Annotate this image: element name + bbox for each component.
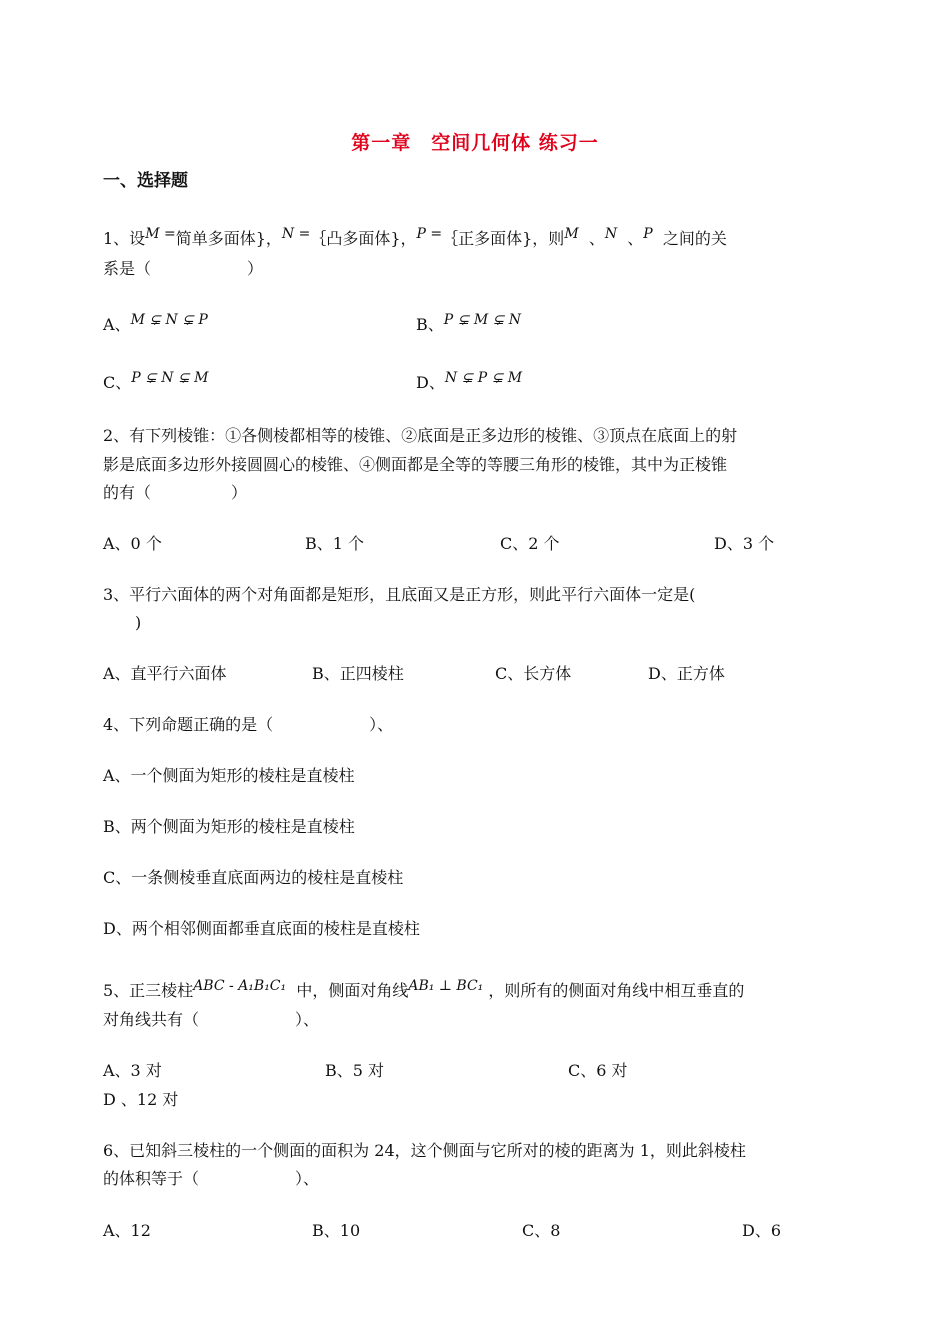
- q3-option-c[interactable]: C、长方体: [495, 664, 572, 683]
- q1-math-n: N: [604, 226, 618, 242]
- q1-math-n: N =: [281, 226, 311, 242]
- q3-option-d[interactable]: D、正方体: [648, 664, 725, 683]
- q6-option-a[interactable]: A、12: [103, 1221, 151, 1240]
- q4-option-b[interactable]: B、两个侧面为矩形的棱柱是直棱柱: [103, 817, 355, 836]
- q6-option-d[interactable]: D、6: [742, 1221, 782, 1240]
- q4-line-1: 4、下列命题正确的是（ ）、: [103, 715, 394, 734]
- q5-text: 中，侧面对角线: [296, 981, 409, 1000]
- q5-text: 5、正三棱柱: [103, 981, 194, 1000]
- q6-line-2: 的体积等于（ ）、: [103, 1169, 320, 1188]
- q1-math-p: P: [643, 226, 653, 242]
- q5-text: ，则所有的侧面对角线中相互垂直的: [488, 981, 745, 1000]
- q5-option-b[interactable]: B、5 对: [325, 1061, 385, 1080]
- q1-text: 之间的关: [662, 229, 727, 248]
- q2-line-3: 的有（ ）: [103, 483, 248, 502]
- option-math: N ⊊ P ⊊ M: [444, 370, 523, 386]
- q5-math-perpendicular: AB₁ ⊥ BC₁: [408, 978, 484, 994]
- q1-separator: 、: [588, 229, 605, 248]
- q1-math-m: M =: [145, 226, 176, 242]
- q6-line-1: 6、已知斜三棱柱的一个侧面的面积为 24，这个侧面与它所对的棱的距离为 1，则此斜棱柱: [103, 1141, 746, 1160]
- q1-text: 简单多面体}，: [175, 229, 282, 248]
- q4-option-d[interactable]: D、两个相邻侧面都垂直底面的棱柱是直棱柱: [103, 919, 420, 938]
- q2-line-2: 影是底面多边形外接圆圆心的棱锥、④侧面都是全等的等腰三角形的棱锥，其中为正棱锥: [103, 455, 728, 474]
- q6-option-c[interactable]: C、8: [522, 1221, 561, 1240]
- q1-option-b[interactable]: [416, 312, 521, 335]
- option-math: P ⊊ M ⊊ N: [443, 312, 522, 328]
- q1-text: ｛正多面体}，则: [442, 229, 565, 248]
- q1-option-d[interactable]: [416, 370, 522, 393]
- q5-option-c[interactable]: C、6 对: [568, 1061, 628, 1080]
- q3-line-2: ): [103, 613, 142, 632]
- q4-option-a[interactable]: A、一个侧面为矩形的棱柱是直棱柱: [103, 766, 355, 785]
- q2-option-a[interactable]: A、0 个: [103, 534, 162, 553]
- q1-option-a[interactable]: [103, 312, 208, 335]
- option-label: A、: [103, 315, 131, 334]
- q5-option-d[interactable]: D 、12 对: [103, 1090, 179, 1109]
- page-title: 第一章 空间几何体 练习一: [351, 132, 599, 154]
- q3-option-a[interactable]: A、直平行六面体: [103, 664, 227, 683]
- q5-line-1: [103, 978, 744, 1001]
- option-math: M ⊊ N ⊊ P: [130, 312, 208, 328]
- q1-option-c[interactable]: [103, 370, 209, 393]
- q6-option-b[interactable]: B、10: [312, 1221, 361, 1240]
- q5-option-a[interactable]: A、3 对: [103, 1061, 162, 1080]
- q1-math-p: P =: [416, 226, 443, 242]
- q1-text: ｛凸多面体}，: [310, 229, 417, 248]
- option-label: D、: [416, 373, 445, 392]
- q2-option-d[interactable]: D、3 个: [714, 534, 775, 553]
- q1-text: 1、设: [103, 229, 146, 248]
- q1-separator: 、: [627, 229, 644, 248]
- q5-line-2: 对角线共有（ ）、: [103, 1010, 320, 1029]
- q1-line-1: [103, 226, 727, 249]
- q2-line-1: 2、有下列棱锥：①各侧棱都相等的棱锥、②底面是正多边形的棱锥、③顶点在底面上的射: [103, 426, 738, 445]
- section-heading: 一、选择题: [103, 171, 188, 191]
- q2-option-c[interactable]: C、2 个: [500, 534, 560, 553]
- q3-line-1: 3、平行六面体的两个对角面都是矩形，且底面又是正方形，则此平行六面体一定是(: [103, 585, 696, 604]
- q5-math-prism: ABC - A₁B₁C₁: [193, 978, 287, 994]
- option-label: C、: [103, 373, 132, 392]
- option-math: P ⊊ N ⊊ M: [131, 370, 209, 386]
- q1-math-m: M: [564, 226, 579, 242]
- q2-option-b[interactable]: B、1 个: [305, 534, 365, 553]
- option-label: B、: [416, 315, 444, 334]
- q3-option-b[interactable]: B、正四棱柱: [312, 664, 404, 683]
- q1-line-2: 系是（ ）: [103, 259, 264, 278]
- q4-option-c[interactable]: C、一条侧棱垂直底面两边的棱柱是直棱柱: [103, 868, 404, 887]
